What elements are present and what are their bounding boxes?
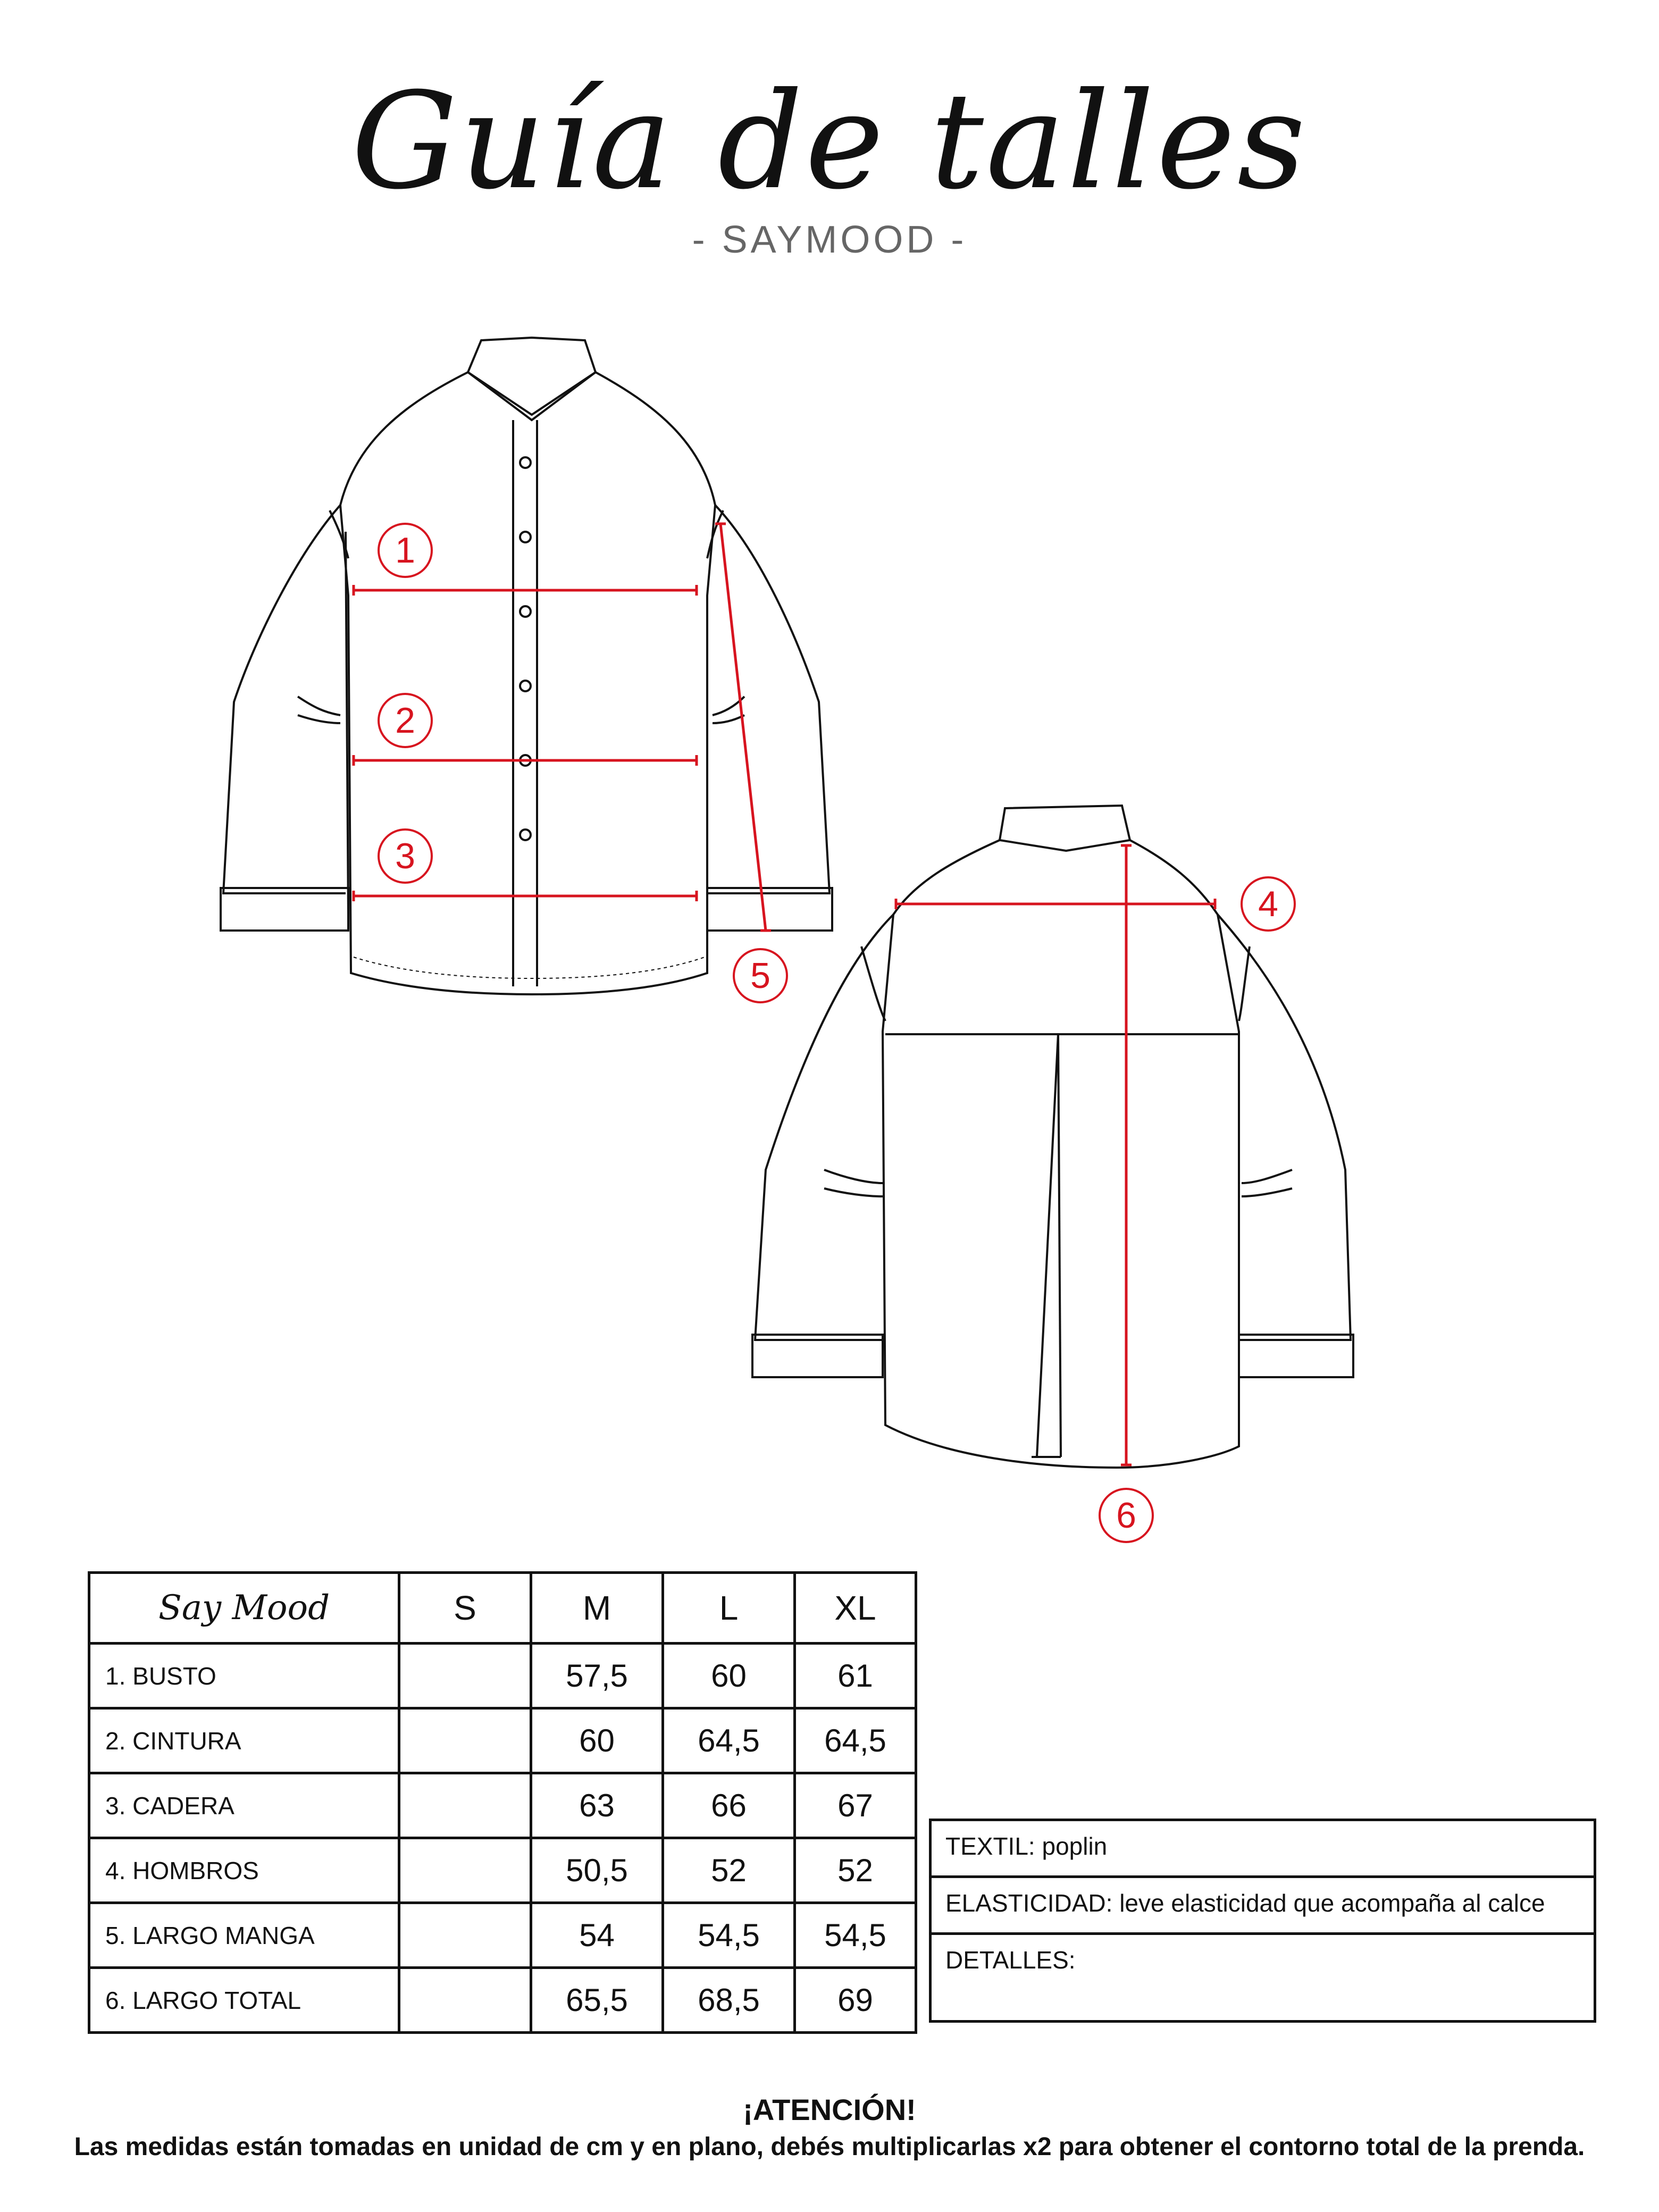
table-cell: 54,5 <box>795 1903 916 1968</box>
table-cell: 54,5 <box>663 1903 795 1968</box>
row-label: 3. CADERA <box>89 1773 399 1838</box>
table-row <box>89 1708 916 1773</box>
table-cell: 67 <box>795 1773 916 1838</box>
size-header-xl: XL <box>795 1573 916 1644</box>
back-measure-lines <box>896 845 1215 1465</box>
table-cell: 68,5 <box>663 1968 795 2033</box>
table-row <box>89 1838 916 1903</box>
brand-logo-signature: Say Mood <box>89 1573 399 1644</box>
row-label: 4. HOMBROS <box>89 1838 399 1903</box>
table-row <box>89 1903 916 1968</box>
table-cell: 66 <box>663 1773 795 1838</box>
row-label: 2. CINTURA <box>89 1708 399 1773</box>
row-label: 5. LARGO MANGA <box>89 1903 399 1968</box>
table-cell <box>399 1838 531 1903</box>
fabric-info-box <box>929 1819 1596 2023</box>
marker-5: 5 <box>750 956 770 996</box>
marker-1: 1 <box>395 530 415 571</box>
table-cell <box>399 1708 531 1773</box>
size-header-s: S <box>399 1573 531 1644</box>
table-row <box>89 1644 916 1708</box>
detalles-row: DETALLES: <box>945 1946 1076 1974</box>
table-cell: 63 <box>531 1773 663 1838</box>
table-cell: 69 <box>795 1968 916 2033</box>
marker-4: 4 <box>1258 884 1278 924</box>
textil-row: TEXTIL: poplin <box>932 1821 1594 1878</box>
table-cell: 60 <box>531 1708 663 1773</box>
table-cell: 60 <box>663 1644 795 1708</box>
marker-6: 6 <box>1116 1495 1136 1536</box>
marker-2: 2 <box>395 700 415 741</box>
size-header-l: L <box>663 1573 795 1644</box>
brand-subtitle: - SAYMOOD - <box>692 219 967 261</box>
size-table <box>88 1571 917 2034</box>
row-label: 6. LARGO TOTAL <box>89 1968 399 2033</box>
size-header-m: M <box>531 1573 663 1644</box>
table-cell: 50,5 <box>531 1838 663 1903</box>
attention-heading: ¡ATENCIÓN! <box>743 2093 916 2126</box>
table-cell <box>399 1968 531 2033</box>
table-cell: 57,5 <box>531 1644 663 1708</box>
table-cell: 64,5 <box>795 1708 916 1773</box>
page-title: Guía de talles <box>351 64 1308 219</box>
table-cell: 52 <box>795 1838 916 1903</box>
table-cell <box>399 1644 531 1708</box>
measurement-note: Las medidas están tomadas en unidad de cm y en plano, debés multiplicarlas x2 para obtener el contorno total de la prenda. <box>74 2133 1585 2161</box>
table-cell: 65,5 <box>531 1968 663 2033</box>
size-header-row <box>89 1573 916 1644</box>
table-cell: 61 <box>795 1644 916 1708</box>
table-cell <box>399 1773 531 1838</box>
table-cell: 64,5 <box>663 1708 795 1773</box>
elasticidad-row: ELASTICIDAD: leve elasticidad que acompaña al calce <box>932 1878 1594 1935</box>
table-cell: 54 <box>531 1903 663 1968</box>
table-row <box>89 1773 916 1838</box>
marker-3: 3 <box>395 836 415 876</box>
row-label: 1. BUSTO <box>89 1644 399 1708</box>
table-row <box>89 1968 916 2033</box>
table-cell: 52 <box>663 1838 795 1903</box>
table-cell <box>399 1903 531 1968</box>
